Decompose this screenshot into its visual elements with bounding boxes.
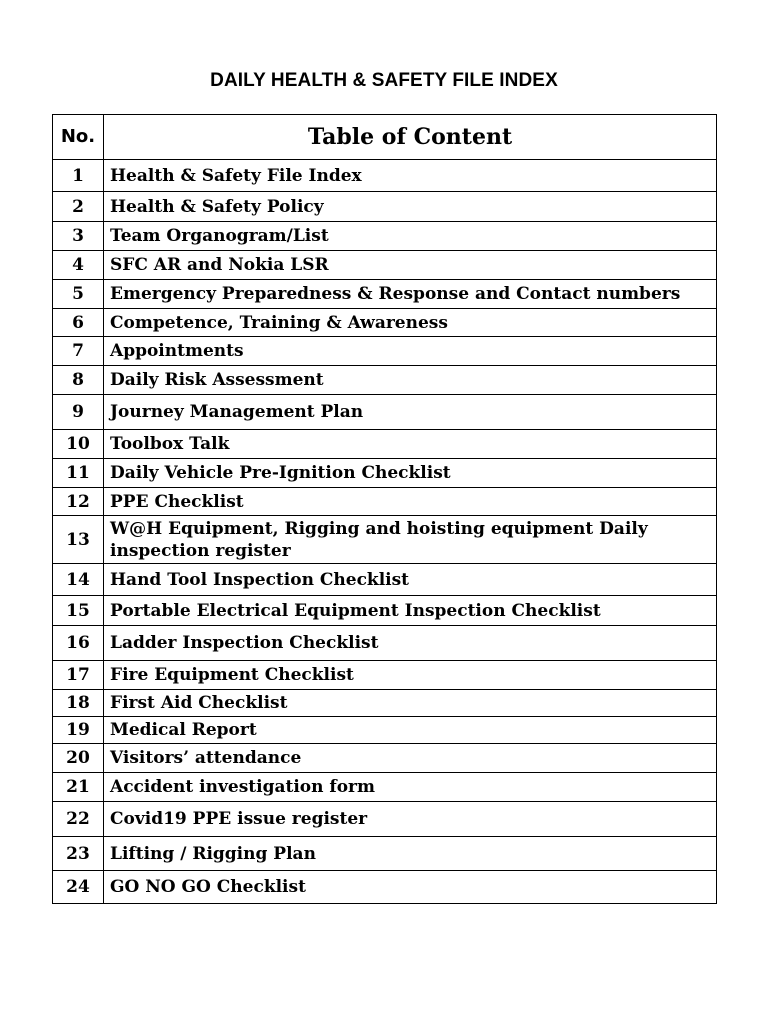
table-row [53, 309, 717, 337]
row-number: 16 [53, 626, 104, 661]
row-item: Fire Equipment Checklist [104, 661, 717, 690]
row-item: Lifting / Rigging Plan [104, 837, 717, 871]
table-row [53, 192, 717, 222]
row-item: Daily Risk Assessment [104, 366, 717, 395]
row-item: First Aid Checklist [104, 690, 717, 717]
row-item: Medical Report [104, 717, 717, 744]
table-row [53, 337, 717, 366]
document-title: DAILY HEALTH & SAFETY FILE INDEX [210, 70, 558, 91]
row-item: Health & Safety Policy [104, 192, 717, 222]
row-item: PPE Checklist [104, 488, 717, 516]
table-row [53, 564, 717, 596]
table-row [53, 717, 717, 744]
table-row [53, 661, 717, 690]
table-row [53, 802, 717, 837]
table-row [53, 690, 717, 717]
row-item: Ladder Inspection Checklist [104, 626, 717, 661]
row-item: Hand Tool Inspection Checklist [104, 564, 717, 596]
row-number: 5 [53, 280, 104, 309]
row-item: Portable Electrical Equipment Inspection Checklist [104, 596, 717, 626]
row-number: 14 [53, 564, 104, 596]
row-number: 17 [53, 661, 104, 690]
row-number: 15 [53, 596, 104, 626]
row-item: GO NO GO Checklist [104, 871, 717, 904]
index-table [52, 114, 717, 904]
row-item: Daily Vehicle Pre-Ignition Checklist [104, 459, 717, 488]
row-item: Emergency Preparedness & Response and Contact numbers [104, 280, 717, 309]
row-number: 2 [53, 192, 104, 222]
table-row [53, 430, 717, 459]
row-item: Competence, Training & Awareness [104, 309, 717, 337]
table-row [53, 280, 717, 309]
row-item: Toolbox Talk [104, 430, 717, 459]
row-number: 3 [53, 222, 104, 251]
table-row [53, 516, 717, 564]
table-row [53, 837, 717, 871]
column-header-content: Table of Content [104, 115, 717, 160]
table-row [53, 596, 717, 626]
row-number: 11 [53, 459, 104, 488]
table-row [53, 488, 717, 516]
row-number: 22 [53, 802, 104, 837]
row-number: 1 [53, 160, 104, 192]
row-item: Team Organogram/List [104, 222, 717, 251]
row-number: 9 [53, 395, 104, 430]
row-item: Visitors’ attendance [104, 744, 717, 773]
table-row [53, 395, 717, 430]
table-row [53, 773, 717, 802]
table-row [53, 366, 717, 395]
row-item: SFC AR and Nokia LSR [104, 251, 717, 280]
table-row [53, 871, 717, 904]
row-number: 23 [53, 837, 104, 871]
row-number: 19 [53, 717, 104, 744]
table-row [53, 222, 717, 251]
table-row [53, 459, 717, 488]
row-number: 7 [53, 337, 104, 366]
table-header-row [53, 115, 717, 160]
row-item: Covid19 PPE issue register [104, 802, 717, 837]
row-item: Appointments [104, 337, 717, 366]
row-number: 6 [53, 309, 104, 337]
row-item: Health & Safety File Index [104, 160, 717, 192]
column-header-number: No. [53, 115, 104, 160]
row-number: 4 [53, 251, 104, 280]
row-number: 18 [53, 690, 104, 717]
row-number: 24 [53, 871, 104, 904]
row-item: W@H Equipment, Rigging and hoisting equipment Daily inspection register [104, 516, 717, 564]
table-row [53, 160, 717, 192]
row-number: 10 [53, 430, 104, 459]
table-row [53, 626, 717, 661]
table-row [53, 251, 717, 280]
row-number: 21 [53, 773, 104, 802]
row-number: 8 [53, 366, 104, 395]
row-number: 20 [53, 744, 104, 773]
row-number: 13 [53, 516, 104, 564]
row-item: Journey Management Plan [104, 395, 717, 430]
row-item: Accident investigation form [104, 773, 717, 802]
table-row [53, 744, 717, 773]
row-number: 12 [53, 488, 104, 516]
